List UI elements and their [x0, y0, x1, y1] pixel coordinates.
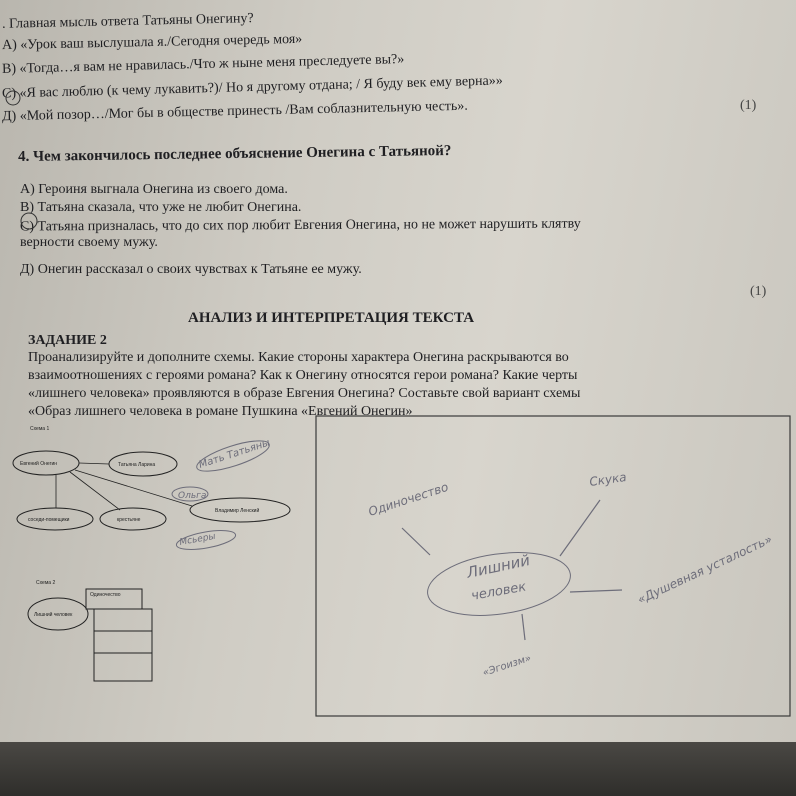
hand-center-2: человек — [470, 579, 528, 604]
hand-word-4: «Эгоизм» — [481, 652, 533, 679]
q3-title: . Главная мысль ответа Татьяны Онегину? — [1, 11, 254, 32]
q3-answer-circle — [6, 91, 20, 105]
q4-option-c-cont: верности своему мужу. — [20, 235, 158, 250]
scheme2-label: Схема 2 — [36, 580, 56, 586]
task-text-line3: «лишнего человека» проявляются в образе Евгения Онегина? Составьте свой вариант схемы — [28, 386, 581, 401]
scheme2-row1: Одиночество — [90, 592, 121, 598]
node-lensky-label: Владимир Ленский — [215, 508, 260, 514]
q4-answer-circle — [21, 213, 37, 229]
node-onegin-label: Евгений Онегин — [20, 461, 58, 467]
hand-note-2: Ольга — [178, 491, 207, 501]
q4-option-b: В) Татьяна сказала, что уже не любит Онегина. — [20, 200, 302, 215]
section-heading: АНАЛИЗ И ИНТЕРПРЕТАЦИЯ ТЕКСТА — [188, 310, 475, 326]
scheme1-label: Схема 1 — [30, 426, 50, 432]
task-text-line4: «Образ лишнего человека в романе Пушкина «Евгений Онегин» — [28, 404, 413, 419]
q4-option-c: С) Татьяна призналась, что до сих пор любит Евгения Онегина, но не может нарушить клятву — [19, 216, 581, 235]
hand-note-1: Мать Татьяны — [197, 437, 272, 471]
task-text-line2: взаимоотношениях с героями романа? Как к Онегину относятся герои романа? Какие черты — [28, 368, 578, 383]
q4-title: 4. Чем закончилось последнее объяснение Онегина с Татьяной? — [17, 142, 452, 166]
q4-option-d: Д) Онегин рассказал о своих чувствах к Татьяне ее мужу. — [20, 262, 362, 277]
hand-word-2: Скука — [588, 469, 628, 489]
q3-option-a: А) «Урок ваш выслушала я./Сегодня очередь моя» — [1, 31, 303, 54]
task-text-line1: Проанализируйте и дополните схемы. Какие стороны характера Онегина раскрываются во — [28, 350, 569, 365]
node-tatiana-label: Татьяна Ларина — [118, 462, 156, 468]
scheme2-node-label: Лишний человек — [34, 612, 73, 618]
hand-word-1: Одиночество — [366, 479, 451, 519]
task-title: ЗАДАНИЕ 2 — [28, 333, 107, 348]
q3-option-b: В) «Тогда…я вам не нравилась./Что ж ныне меня преследуете вы?» — [1, 52, 405, 77]
q4-option-a: А) Героиня выгнала Онегина из своего дома. — [20, 182, 288, 197]
hand-center-1: Лишний — [465, 550, 532, 582]
hand-note-3: Мсьеры — [178, 531, 217, 548]
scheme2-table — [86, 589, 152, 681]
q3-option-d: Д) «Мой позор…/Мог бы в обществе принесть /Вам соблазнительную честь». — [1, 98, 468, 125]
q3-option-c: С) «Я вас люблю (к чему лукавить?)/ Но я другому отдана; / Я буду век ему верна»» — [1, 73, 503, 102]
q3-score: (1) — [740, 98, 757, 113]
node-peasants-label: крестьяне — [117, 517, 141, 523]
node-neighbors-label: соседи-помещики — [28, 517, 70, 523]
hand-word-3: «Душевная усталость» — [635, 532, 775, 607]
q4-score: (1) — [750, 284, 767, 299]
